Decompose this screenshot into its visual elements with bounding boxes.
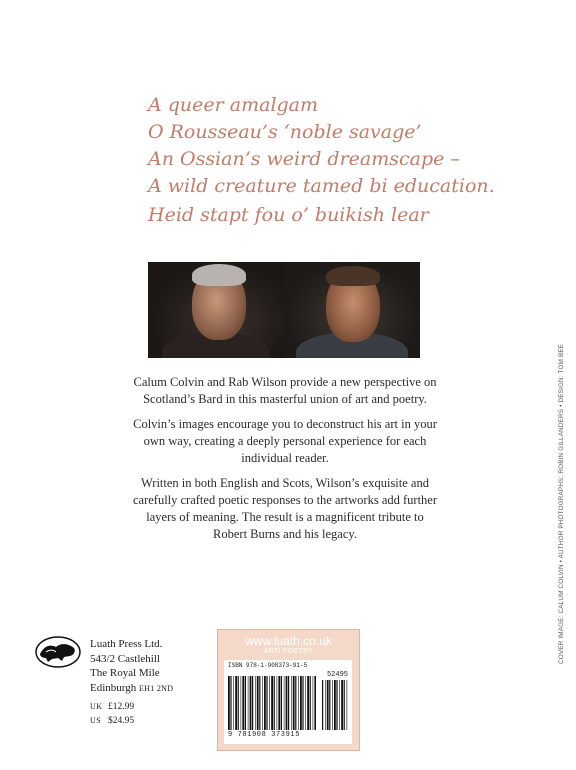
barcode-digits: 9 781908 373915 — [228, 731, 301, 739]
barcode-addon: 52495 — [326, 671, 348, 679]
prices — [90, 700, 134, 728]
price-uk: £12.99 — [108, 702, 135, 712]
price-us-label: US — [90, 716, 102, 725]
blurb — [130, 374, 440, 551]
poem-line: A wild creature tamed bi education. — [148, 175, 495, 197]
price-us: $24.95 — [108, 716, 135, 726]
price-uk-label: UK — [90, 702, 103, 711]
author-photographs — [148, 262, 420, 358]
publisher-city: Edinburgh — [90, 681, 137, 694]
isbn-text: ISBN 978-1-908373-91-5 — [228, 662, 308, 669]
publisher-address-line: The Royal Mile — [90, 667, 160, 679]
image-credits: COVER IMAGE: CALUM COLVIN • AUTHOR PHOTOGRAPHS: ROBIN GILLANDERS • DESIGN: TOM BEE — [558, 343, 565, 664]
book-category: ART/ POETRY — [263, 648, 314, 655]
publisher-address-line: 543/2 Castlehill — [90, 652, 160, 665]
author-photo-right — [284, 262, 420, 358]
publisher-name: Luath Press Ltd. — [90, 638, 163, 650]
author-photo-left — [148, 262, 284, 358]
luath-logo-icon — [34, 632, 82, 670]
poem-excerpt — [148, 92, 508, 229]
barcode-panel — [217, 629, 360, 751]
barcode-addon-bars-icon — [322, 680, 348, 730]
publisher-url: www.luath.co.uk — [245, 634, 332, 648]
blurb-paragraph: Calum Colvin and Rab Wilson provide a new perspective on Scotland’s Bard in this masterful union of art and poetry. — [133, 375, 437, 406]
poem-line: Heid stapt fou o’ buikish lear — [148, 204, 429, 226]
poem-line: O Rousseau’s ‘noble savage’ — [148, 121, 422, 143]
barcode-bars-icon — [228, 676, 316, 730]
barcode — [224, 660, 352, 744]
poem-line: A queer amalgam — [148, 94, 319, 116]
poem-line: An Ossian’s weird dreamscape – — [148, 148, 460, 170]
blurb-paragraph: Colvin’s images encourage you to deconstruct his art in your own way, creating a deeply personal experience for each individual reader. — [133, 417, 437, 465]
publisher-postcode: EH1 2ND — [139, 683, 174, 693]
blurb-paragraph: Written in both English and Scots, Wilson’s exquisite and carefully crafted poetic responses to the artworks add further layers of meaning. The result is a magnificent tribute to Robert Burns and his legacy. — [132, 476, 438, 541]
publisher-address — [90, 637, 173, 696]
